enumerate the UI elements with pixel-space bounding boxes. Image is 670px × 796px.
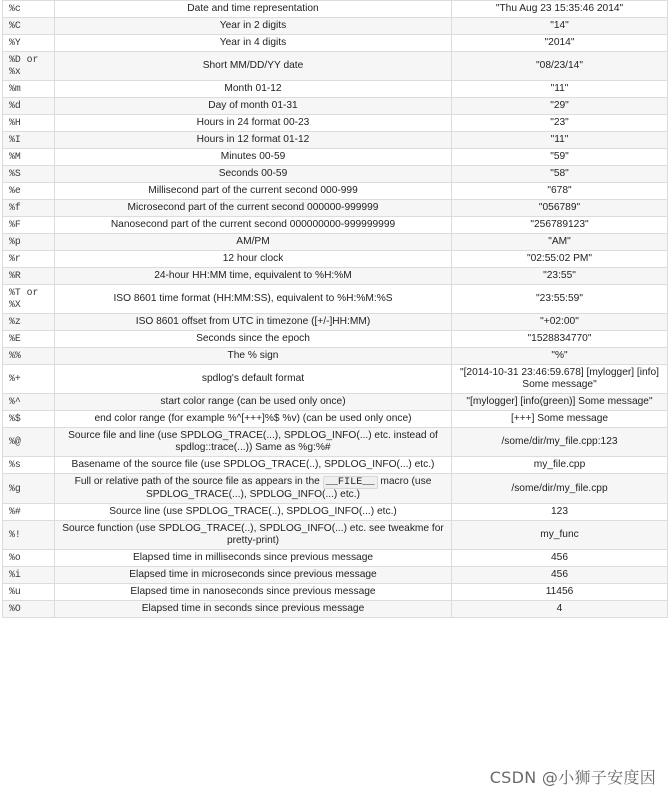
- description-cell: 12 hour clock: [55, 251, 452, 268]
- flag-cell: %M: [3, 149, 55, 166]
- example-cell: "11": [452, 132, 668, 149]
- table-row: [3, 285, 668, 314]
- table-row: [3, 234, 668, 251]
- example-cell: my_file.cpp: [452, 457, 668, 474]
- flag-cell: %F: [3, 217, 55, 234]
- description-cell: Month 01-12: [55, 81, 452, 98]
- table-row: [3, 251, 668, 268]
- example-cell: "23:55": [452, 268, 668, 285]
- description-cell: Hours in 12 format 01-12: [55, 132, 452, 149]
- example-cell: "[mylogger] [info(green)] Some message": [452, 394, 668, 411]
- table-row: [3, 217, 668, 234]
- description-cell: [55, 474, 452, 504]
- description-cell: Elapsed time in milliseconds since previous message: [55, 550, 452, 567]
- example-cell: 123: [452, 504, 668, 521]
- description-cell: The % sign: [55, 348, 452, 365]
- example-cell: "678": [452, 183, 668, 200]
- example-cell: "11": [452, 81, 668, 98]
- format-flags-table: [2, 0, 668, 618]
- example-cell: my_func: [452, 521, 668, 550]
- table-row: [3, 457, 668, 474]
- table-row: [3, 314, 668, 331]
- flag-cell: %I: [3, 132, 55, 149]
- table-row: [3, 394, 668, 411]
- description-cell: Nanosecond part of the current second 000000000-999999999: [55, 217, 452, 234]
- table-row: [3, 35, 668, 52]
- table-row: [3, 200, 668, 217]
- description-cell: start color range (can be used only once): [55, 394, 452, 411]
- example-cell: "59": [452, 149, 668, 166]
- table-row: [3, 521, 668, 550]
- example-cell: "08/23/14": [452, 52, 668, 81]
- example-cell: "2014": [452, 35, 668, 52]
- example-cell: "+02:00": [452, 314, 668, 331]
- table-row: [3, 365, 668, 394]
- example-cell: "Thu Aug 23 15:35:46 2014": [452, 1, 668, 18]
- flag-cell: %$: [3, 411, 55, 428]
- description-cell: Basename of the source file (use SPDLOG_TRACE(..), SPDLOG_INFO(...) etc.): [55, 457, 452, 474]
- description-cell: end color range (for example %^[+++]%$ %v) (can be used only once): [55, 411, 452, 428]
- table-row: [3, 115, 668, 132]
- flag-cell: %m: [3, 81, 55, 98]
- description-cell: Source function (use SPDLOG_TRACE(..), SPDLOG_INFO(...) etc. see tweakme for pretty-print): [55, 521, 452, 550]
- flag-cell: %f: [3, 200, 55, 217]
- description-cell: AM/PM: [55, 234, 452, 251]
- example-cell: /some/dir/my_file.cpp: [452, 474, 668, 504]
- table-row: [3, 411, 668, 428]
- flag-cell: %e: [3, 183, 55, 200]
- flag-cell: %T or %X: [3, 285, 55, 314]
- flag-cell: %C: [3, 18, 55, 35]
- example-cell: "[2014-10-31 23:46:59.678] [mylogger] [info] Some message": [452, 365, 668, 394]
- flag-cell: %%: [3, 348, 55, 365]
- flag-cell: %c: [3, 1, 55, 18]
- table-row: [3, 474, 668, 504]
- flag-cell: %i: [3, 567, 55, 584]
- table-row: [3, 584, 668, 601]
- example-cell: "AM": [452, 234, 668, 251]
- example-cell: "%": [452, 348, 668, 365]
- table-row: [3, 81, 668, 98]
- flag-cell: %^: [3, 394, 55, 411]
- example-cell: "14": [452, 18, 668, 35]
- example-cell: 456: [452, 567, 668, 584]
- table-row: [3, 52, 668, 81]
- table-row: [3, 98, 668, 115]
- table-body: [3, 1, 668, 618]
- example-cell: 11456: [452, 584, 668, 601]
- example-cell: "256789123": [452, 217, 668, 234]
- flag-cell: %#: [3, 504, 55, 521]
- description-cell: Source file and line (use SPDLOG_TRACE(...), SPDLOG_INFO(...) etc. instead of spdlog::trace(...)) Same as %g:%#: [55, 428, 452, 457]
- description-cell: Elapsed time in nanoseconds since previous message: [55, 584, 452, 601]
- example-cell: "23": [452, 115, 668, 132]
- description-cell: Year in 4 digits: [55, 35, 452, 52]
- flag-cell: %S: [3, 166, 55, 183]
- flag-cell: %s: [3, 457, 55, 474]
- description-cell: spdlog's default format: [55, 365, 452, 394]
- example-cell: "29": [452, 98, 668, 115]
- table-row: [3, 1, 668, 18]
- flag-cell: %r: [3, 251, 55, 268]
- example-cell: "02:55:02 PM": [452, 251, 668, 268]
- flag-cell: %R: [3, 268, 55, 285]
- description-cell: Date and time representation: [55, 1, 452, 18]
- description-cell: Millisecond part of the current second 000-999: [55, 183, 452, 200]
- description-cell: ISO 8601 offset from UTC in timezone ([+/-]HH:MM): [55, 314, 452, 331]
- description-text: Full or relative path of the source file as appears in the: [74, 476, 323, 487]
- flag-cell: %D or %x: [3, 52, 55, 81]
- table-row: [3, 428, 668, 457]
- table-row: [3, 504, 668, 521]
- example-cell: "1528834770": [452, 331, 668, 348]
- description-cell: Minutes 00-59: [55, 149, 452, 166]
- description-cell: Short MM/DD/YY date: [55, 52, 452, 81]
- description-cell: ISO 8601 time format (HH:MM:SS), equivalent to %H:%M:%S: [55, 285, 452, 314]
- table-row: [3, 331, 668, 348]
- example-cell: [+++] Some message: [452, 411, 668, 428]
- table-row: [3, 348, 668, 365]
- example-cell: 4: [452, 601, 668, 618]
- flag-cell: %p: [3, 234, 55, 251]
- description-cell: Elapsed time in microseconds since previous message: [55, 567, 452, 584]
- table-row: [3, 567, 668, 584]
- flag-cell: %+: [3, 365, 55, 394]
- inline-code: __FILE__: [323, 476, 378, 489]
- description-cell: Seconds since the epoch: [55, 331, 452, 348]
- description-cell: Seconds 00-59: [55, 166, 452, 183]
- table-row: [3, 166, 668, 183]
- example-cell: 456: [452, 550, 668, 567]
- example-cell: /some/dir/my_file.cpp:123: [452, 428, 668, 457]
- flag-cell: %E: [3, 331, 55, 348]
- example-cell: "23:55:59": [452, 285, 668, 314]
- table-row: [3, 550, 668, 567]
- example-cell: "056789": [452, 200, 668, 217]
- description-cell: Source line (use SPDLOG_TRACE(..), SPDLOG_INFO(...) etc.): [55, 504, 452, 521]
- flag-cell: %@: [3, 428, 55, 457]
- description-cell: Hours in 24 format 00-23: [55, 115, 452, 132]
- flag-cell: %o: [3, 550, 55, 567]
- table-row: [3, 132, 668, 149]
- flag-cell: %H: [3, 115, 55, 132]
- flag-cell: %g: [3, 474, 55, 504]
- table-row: [3, 183, 668, 200]
- description-cell: 24-hour HH:MM time, equivalent to %H:%M: [55, 268, 452, 285]
- flag-cell: %Y: [3, 35, 55, 52]
- table-row: [3, 601, 668, 618]
- table-row: [3, 18, 668, 35]
- watermark-text: CSDN @小狮子安度因: [489, 768, 656, 787]
- flag-cell: %z: [3, 314, 55, 331]
- flag-cell: %!: [3, 521, 55, 550]
- flag-cell: %d: [3, 98, 55, 115]
- description-cell: Microsecond part of the current second 000000-999999: [55, 200, 452, 217]
- description-cell: Day of month 01-31: [55, 98, 452, 115]
- description-text: macro (use SPDLOG_TRACE(...), SPDLOG_INFO(...) etc.): [146, 476, 432, 500]
- example-cell: "58": [452, 166, 668, 183]
- flag-cell: %O: [3, 601, 55, 618]
- table-row: [3, 149, 668, 166]
- flag-cell: %u: [3, 584, 55, 601]
- description-cell: Elapsed time in seconds since previous message: [55, 601, 452, 618]
- description-cell: Year in 2 digits: [55, 18, 452, 35]
- table-row: [3, 268, 668, 285]
